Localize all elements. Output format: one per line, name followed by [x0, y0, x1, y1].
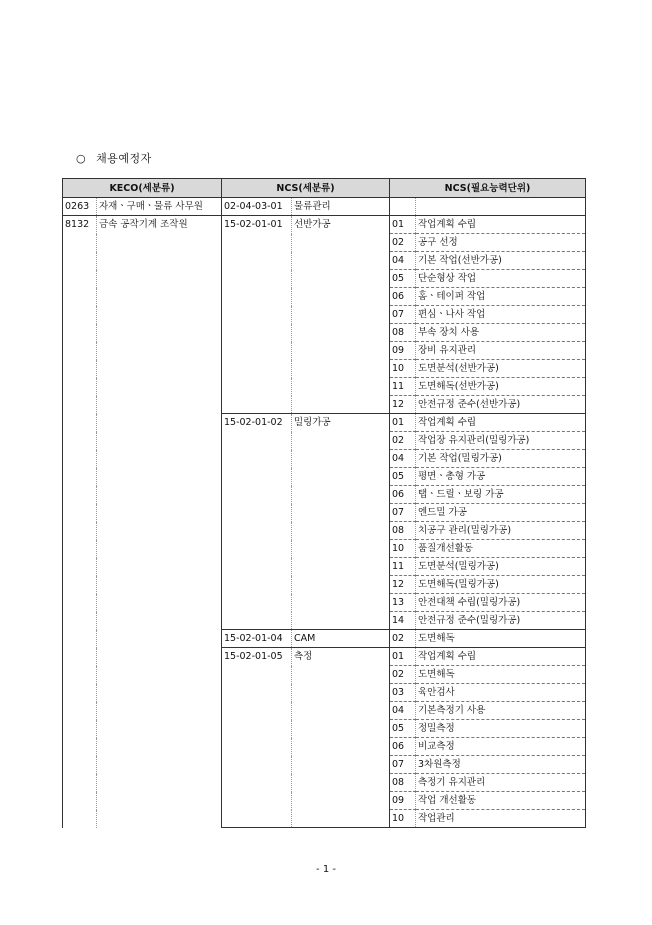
- unit-no: 02: [390, 630, 416, 648]
- keco-code: 8132: [63, 216, 97, 828]
- unit-name: 작업장 유지관리(밀링가공): [416, 432, 586, 450]
- unit-no: 10: [390, 360, 416, 378]
- unit-name: 탭ㆍ드릴ㆍ보링 가공: [416, 486, 586, 504]
- unit-no: 04: [390, 252, 416, 270]
- unit-no: 09: [390, 792, 416, 810]
- unit-name: 작업관리: [416, 810, 586, 828]
- unit-name: 측정기 유지관리: [416, 774, 586, 792]
- unit-name: 엔드밀 가공: [416, 504, 586, 522]
- unit-name: 안전대책 수립(밀링가공): [416, 594, 586, 612]
- ncs-code: 15-02-01-05: [222, 648, 292, 828]
- unit-no: 12: [390, 396, 416, 414]
- ncs-name: CAM: [292, 630, 390, 648]
- unit-name: 장비 유지관리: [416, 342, 586, 360]
- unit-no: 14: [390, 612, 416, 630]
- unit-name: 기본 작업(밀링가공): [416, 450, 586, 468]
- unit-name: 정밀측정: [416, 720, 586, 738]
- unit-name: 홈ㆍ테이퍼 작업: [416, 288, 586, 306]
- unit-no: 08: [390, 324, 416, 342]
- unit-no: 01: [390, 216, 416, 234]
- unit-no: 08: [390, 522, 416, 540]
- unit-no: 06: [390, 738, 416, 756]
- unit-no: 07: [390, 504, 416, 522]
- table-header-row: [63, 179, 586, 198]
- unit-no: 04: [390, 450, 416, 468]
- unit-name: 도면분석(선반가공): [416, 360, 586, 378]
- unit-name: 작업계획 수립: [416, 648, 586, 666]
- unit-no: 09: [390, 342, 416, 360]
- keco-code: 0263: [63, 198, 97, 216]
- unit-name: 편심ㆍ나사 작업: [416, 306, 586, 324]
- unit-name: 기본측정기 사용: [416, 702, 586, 720]
- keco-name: 자재ㆍ구매ㆍ물류 사무원: [97, 198, 222, 216]
- unit-name: 평면ㆍ총형 가공: [416, 468, 586, 486]
- table-body: [63, 198, 586, 828]
- unit-no: 10: [390, 810, 416, 828]
- unit-no: 05: [390, 270, 416, 288]
- unit-name: 도면해독(선반가공): [416, 378, 586, 396]
- recruitment-table: [62, 178, 586, 828]
- unit-no: 02: [390, 234, 416, 252]
- unit-name: [416, 198, 586, 216]
- unit-name: 치공구 관리(밀링가공): [416, 522, 586, 540]
- header-keco: KECO(세분류): [63, 179, 222, 198]
- unit-name: 육안검사: [416, 684, 586, 702]
- unit-no: 02: [390, 432, 416, 450]
- unit-no: 07: [390, 756, 416, 774]
- unit-name: 비교측정: [416, 738, 586, 756]
- unit-name: 작업계획 수립: [416, 216, 586, 234]
- ncs-name: 측정: [292, 648, 390, 828]
- unit-name: 작업 개선활동: [416, 792, 586, 810]
- ncs-name: 물류관리: [292, 198, 390, 216]
- unit-no: 07: [390, 306, 416, 324]
- page-number: - 1 -: [316, 864, 336, 875]
- unit-no: 10: [390, 540, 416, 558]
- unit-name: 기본 작업(선반가공): [416, 252, 586, 270]
- unit-name: 부속 장치 사용: [416, 324, 586, 342]
- unit-no: 11: [390, 378, 416, 396]
- table-row: [63, 198, 586, 216]
- unit-name: 단순형상 작업: [416, 270, 586, 288]
- header-unit: NCS(필요능력단위): [390, 179, 586, 198]
- unit-no: 05: [390, 720, 416, 738]
- unit-no: 06: [390, 486, 416, 504]
- unit-no: 01: [390, 414, 416, 432]
- unit-no: 11: [390, 558, 416, 576]
- ncs-name: 밀링가공: [292, 414, 390, 630]
- unit-no: 01: [390, 648, 416, 666]
- ncs-name: 선반가공: [292, 216, 390, 414]
- keco-name: 금속 공작기계 조작원: [97, 216, 222, 828]
- unit-no: 03: [390, 684, 416, 702]
- unit-name: 도면해독(밀링가공): [416, 576, 586, 594]
- unit-name: 품질개선활동: [416, 540, 586, 558]
- unit-name: 도면해독: [416, 630, 586, 648]
- ncs-code: 15-02-01-04: [222, 630, 292, 648]
- unit-no: 02: [390, 666, 416, 684]
- section-title-text: 채용예정자: [96, 152, 152, 165]
- unit-no: [390, 198, 416, 216]
- unit-no: 08: [390, 774, 416, 792]
- unit-name: 안전규정 준수(밀링가공): [416, 612, 586, 630]
- unit-no: 05: [390, 468, 416, 486]
- unit-name: 도면분석(밀링가공): [416, 558, 586, 576]
- ncs-code: 02-04-03-01: [222, 198, 292, 216]
- unit-no: 13: [390, 594, 416, 612]
- unit-name: 3차원측정: [416, 756, 586, 774]
- bullet-icon: ○: [76, 152, 87, 165]
- section-title: [76, 150, 152, 166]
- unit-no: 12: [390, 576, 416, 594]
- table-row: [63, 216, 586, 234]
- unit-name: 도면해독: [416, 666, 586, 684]
- header-ncs: NCS(세분류): [222, 179, 390, 198]
- unit-name: 공구 선정: [416, 234, 586, 252]
- unit-no: 04: [390, 702, 416, 720]
- unit-name: 작업계획 수립: [416, 414, 586, 432]
- unit-name: 안전규정 준수(선반가공): [416, 396, 586, 414]
- ncs-code: 15-02-01-01: [222, 216, 292, 414]
- unit-no: 06: [390, 288, 416, 306]
- ncs-code: 15-02-01-02: [222, 414, 292, 630]
